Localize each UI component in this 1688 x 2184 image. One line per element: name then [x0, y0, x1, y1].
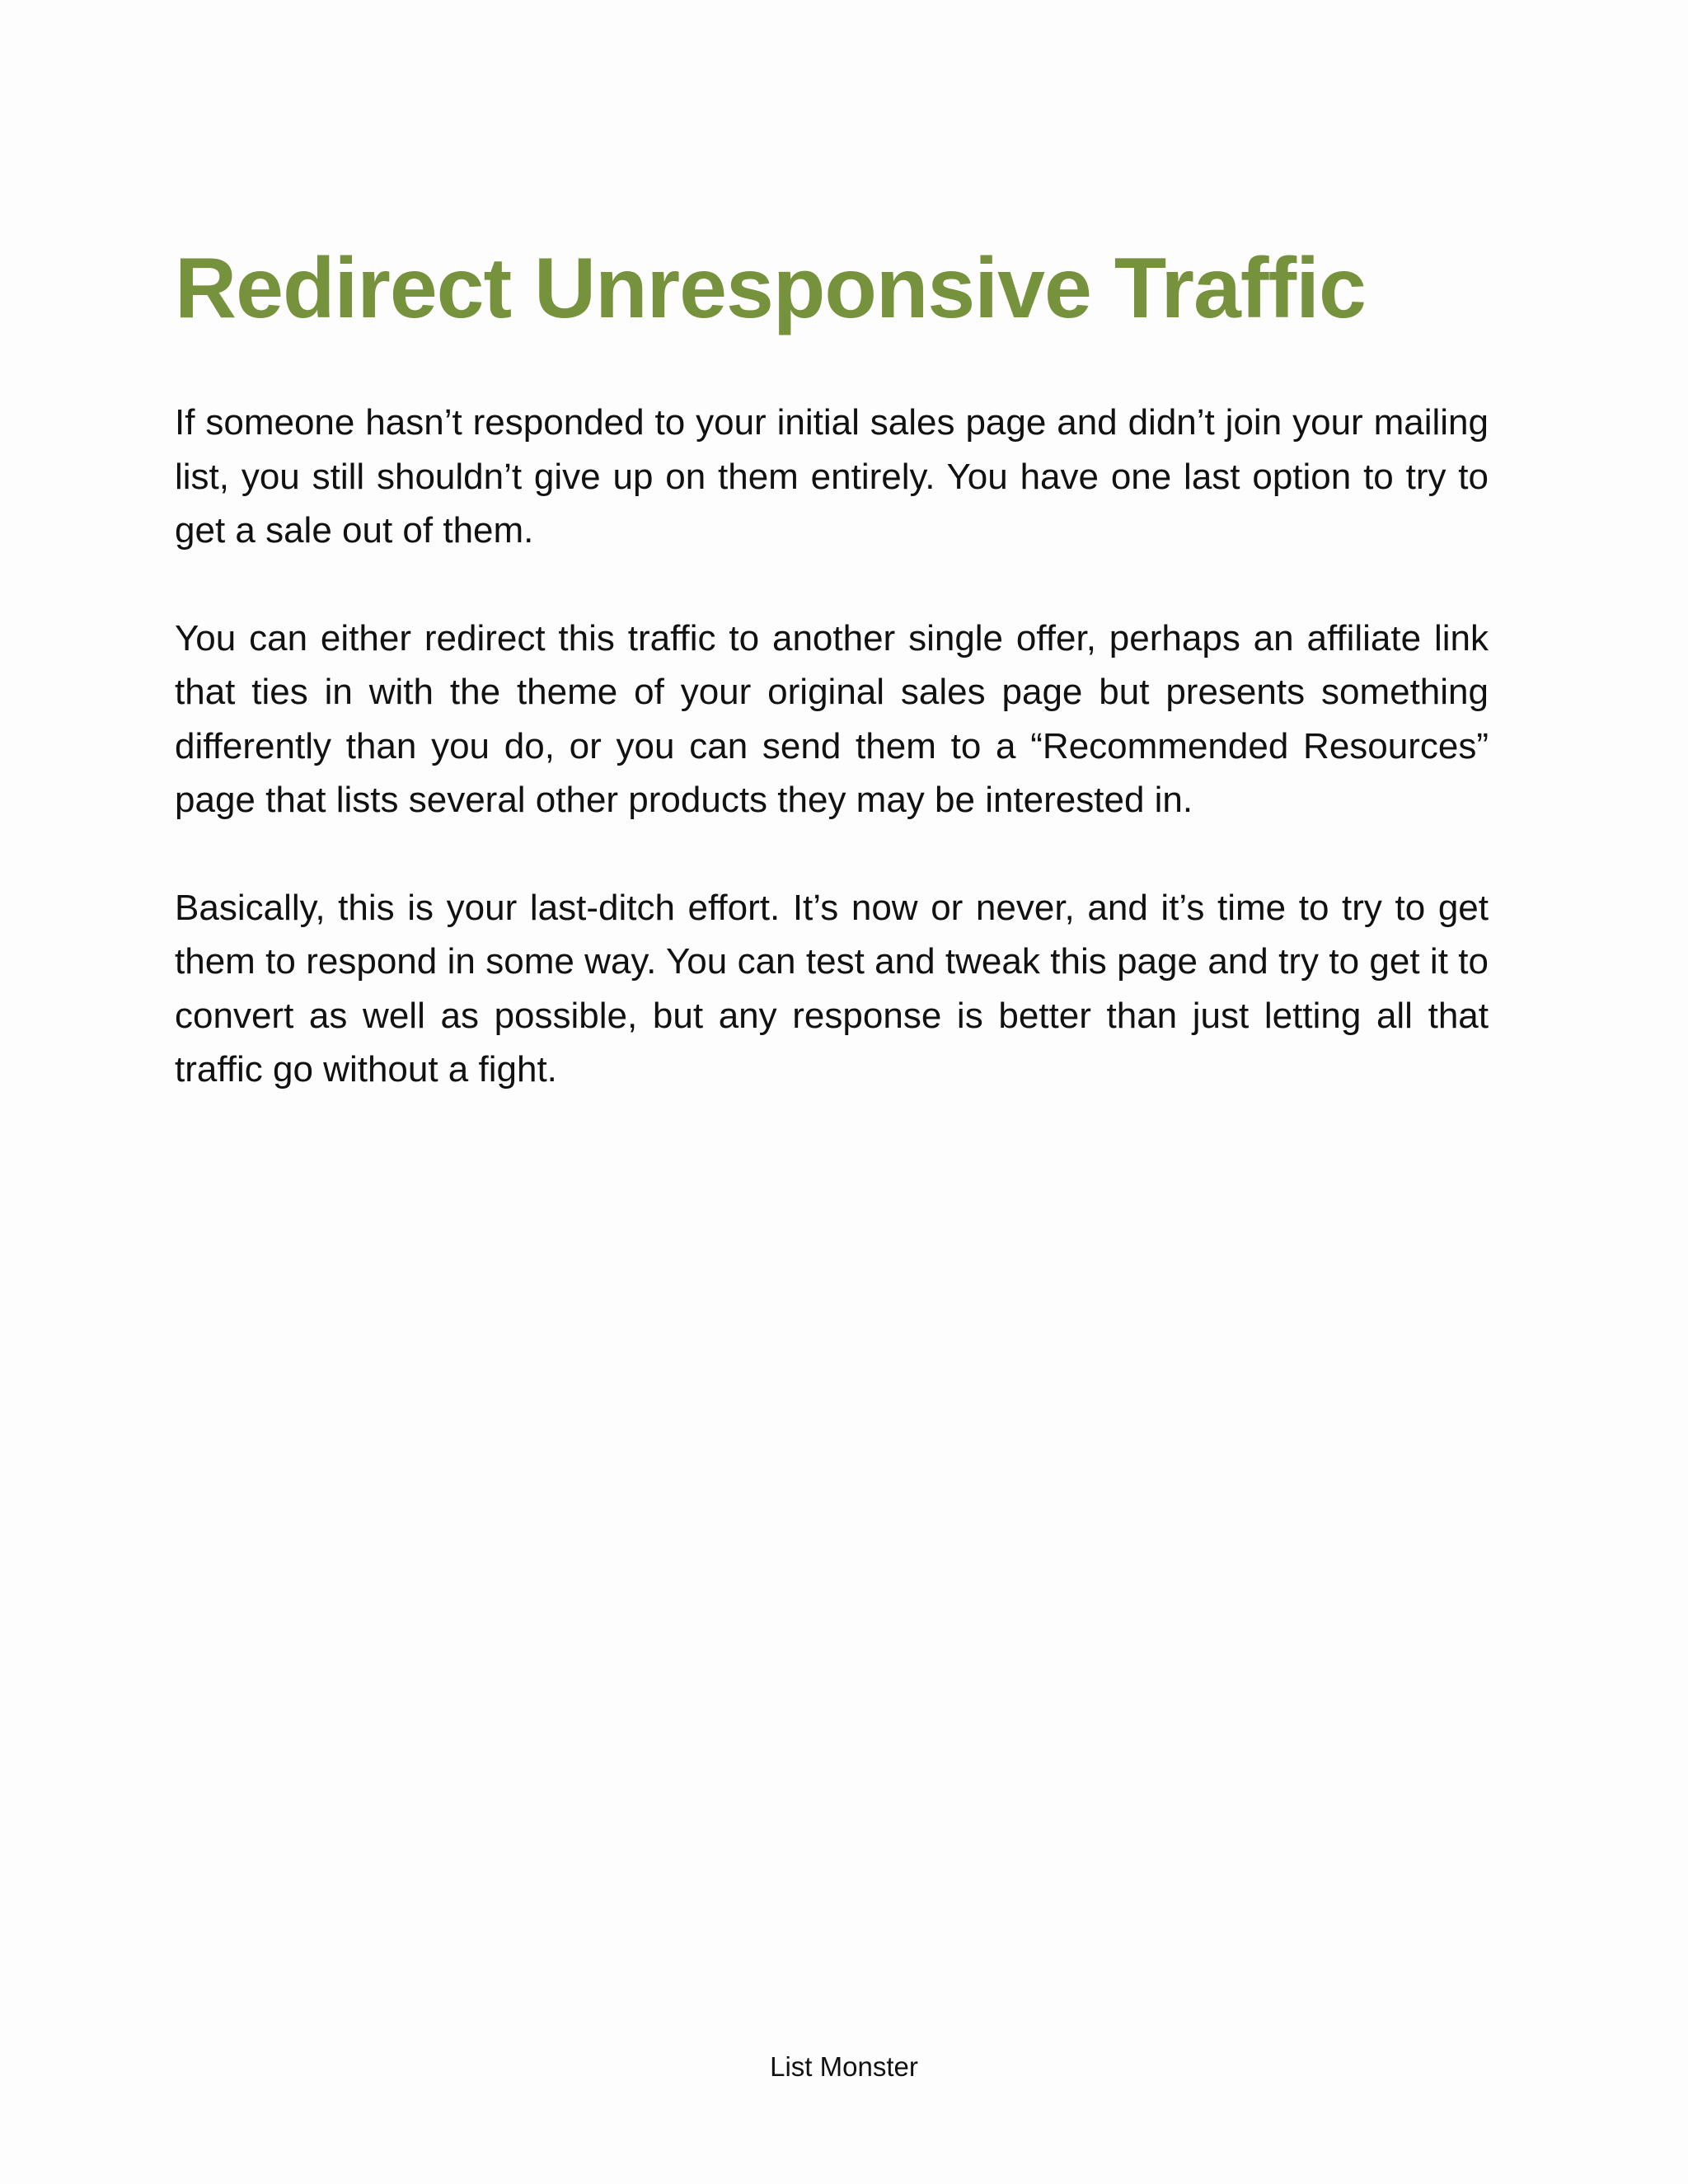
body-paragraph-2: You can either redirect this traffic to another single offer, perhaps an affiliate link that ties in with the theme of your original sales page but presents something differently than you do, or you can send them to a “Recommended Resources” page that lists several other products they may be interested in. [175, 617, 1489, 820]
body-paragraph-3: Basically, this is your last-ditch effort. It’s now or never, and it’s time to try to get them to respond in some way. You can test and tweak this page and try to get it to convert as well as possible, but any response is better than just letting all that traffic go without a fight. [175, 887, 1489, 1090]
page-title: Redirect Unresponsive Traffic [175, 241, 1366, 336]
body-paragraph-1: If someone hasn’t responded to your initial sales page and didn’t join your mailing list, you still shouldn’t give up on them entirely. You have one last option to try to get a sale out of them. [175, 402, 1489, 551]
page-content [175, 235, 1489, 1097]
page-footer: List Monster [770, 2051, 918, 2082]
